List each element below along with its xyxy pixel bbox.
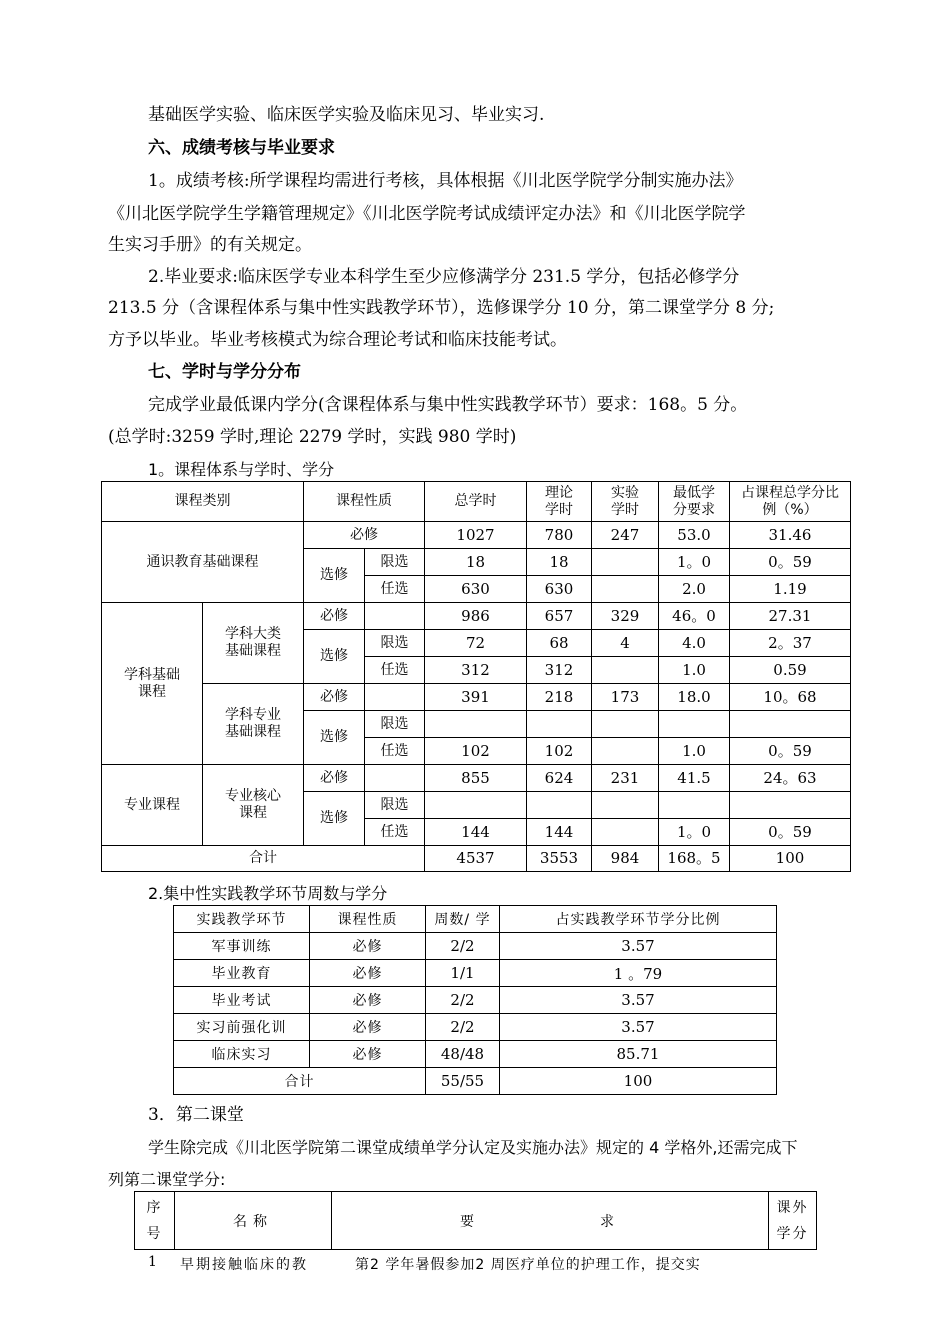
total-credit: 168。5	[659, 846, 730, 872]
cell-credit: 41.5	[659, 765, 730, 792]
nature-optional: 任选	[365, 576, 425, 603]
cell-nature: 必修	[310, 987, 426, 1014]
cell-total: 144	[425, 819, 527, 846]
cell-lab: 4	[592, 630, 659, 657]
table-header-row	[135, 1192, 817, 1250]
table-header-row	[174, 906, 777, 933]
cell-credit: 4.0	[659, 630, 730, 657]
min-credit-line2: (总学时:3259 学时,理论 2279 学时，实践 980 学时)	[108, 427, 517, 447]
total-row	[102, 846, 851, 872]
header-lab-hours: 实验 学时	[592, 482, 659, 522]
cell-ratio: 3.57	[500, 1014, 777, 1041]
header-name: 名称	[175, 1192, 332, 1250]
empty-cell	[365, 603, 425, 630]
nature-elective: 选修	[304, 630, 365, 684]
cell-credit: 53.0	[659, 522, 730, 549]
cell-practice: 军事训练	[174, 933, 310, 960]
subsection-2-title: 2.集中性实践教学环节周数与学分	[148, 884, 388, 903]
row-activity-name: 早期接触临床的教	[180, 1257, 308, 1273]
section-heading-7: 七、学时与学分分布	[148, 362, 301, 382]
cell-ratio: 1.19	[730, 576, 851, 603]
cell-nature: 必修	[310, 1041, 426, 1068]
cell-ratio	[730, 711, 851, 738]
cell-total: 1027	[425, 522, 527, 549]
table-row	[174, 1014, 777, 1041]
cell-ratio: 2。37	[730, 630, 851, 657]
header-total-hours: 总学时	[425, 482, 527, 522]
cell-total: 986	[425, 603, 527, 630]
cell-total	[425, 792, 527, 819]
cell-credit	[659, 711, 730, 738]
nature-limited: 限选	[365, 711, 425, 738]
grade-assessment-line2: 《川北医学院学生学籍管理规定》《川北医学院考试成绩评定办法》和《川北医学院学	[108, 204, 746, 224]
cell-lab	[592, 549, 659, 576]
nature-limited: 限选	[365, 630, 425, 657]
cell-credit: 18.0	[659, 684, 730, 711]
cell-total: 391	[425, 684, 527, 711]
section-heading-6: 六、成绩考核与毕业要求	[148, 138, 335, 158]
nature-limited: 限选	[365, 549, 425, 576]
nature-required: 必修	[304, 522, 425, 549]
nature-elective: 选修	[304, 792, 365, 846]
nature-limited: 限选	[365, 792, 425, 819]
course-hours-table	[101, 481, 851, 872]
second-class-line1: 学生除完成《川北医学院第二课堂成绩单学分认定及实施办法》规定的 4 学格外,还需完成下	[148, 1138, 798, 1157]
cell-credit: 1.0	[659, 738, 730, 765]
subsection-1-title: 1。课程体系与学时、学分	[148, 460, 335, 479]
cell-credit	[659, 792, 730, 819]
header-category: 课程类别	[102, 482, 304, 522]
cell-credit: 1.0	[659, 657, 730, 684]
cell-total: 72	[425, 630, 527, 657]
header-credit: 课外 学分	[769, 1192, 817, 1250]
cell-theory: 68	[527, 630, 592, 657]
total-theory: 3553	[527, 846, 592, 872]
header-nature: 课程性质	[310, 906, 426, 933]
cell-ratio: 3.57	[500, 987, 777, 1014]
header-ratio: 占课程总学分比 例（%）	[730, 482, 851, 522]
second-class-line2: 列第二课堂学分:	[108, 1170, 226, 1189]
table-row	[102, 603, 851, 630]
cell-credit: 2.0	[659, 576, 730, 603]
cell-ratio: 0。59	[730, 819, 851, 846]
cell-ratio: 0。59	[730, 549, 851, 576]
empty-cell	[365, 765, 425, 792]
header-no: 序 号	[135, 1192, 175, 1250]
subsection-3-title: 3．第二课堂	[148, 1105, 244, 1125]
total-label: 合计	[102, 846, 425, 872]
cell-credit: 1。0	[659, 549, 730, 576]
graduation-req-line2: 213.5 分（含课程体系与集中性实践教学环节），选修课学分 10 分，第二课堂学分 8 分;	[108, 298, 775, 318]
cell-theory: 657	[527, 603, 592, 630]
cell-total: 18	[425, 549, 527, 576]
category-general: 通识教育基础课程	[102, 522, 304, 603]
paragraph-lab-practice: 基础医学实验、临床医学实验及临床见习、毕业实习.	[148, 105, 545, 125]
table-row	[174, 933, 777, 960]
cell-credit: 1。0	[659, 819, 730, 846]
table-row	[174, 987, 777, 1014]
second-class-table	[134, 1191, 817, 1250]
cell-ratio: 0。59	[730, 738, 851, 765]
nature-optional: 任选	[365, 657, 425, 684]
total-row	[174, 1068, 777, 1095]
row-number: 1	[148, 1254, 157, 1270]
cell-lab: 231	[592, 765, 659, 792]
header-min-credit: 最低学 分要求	[659, 482, 730, 522]
cell-theory: 630	[527, 576, 592, 603]
cell-ratio	[730, 792, 851, 819]
cell-nature: 必修	[310, 960, 426, 987]
category-professional: 专业课程	[102, 765, 203, 846]
cell-lab: 329	[592, 603, 659, 630]
empty-cell	[365, 684, 425, 711]
total-ratio: 100	[730, 846, 851, 872]
cell-theory: 780	[527, 522, 592, 549]
cell-ratio: 1 。79	[500, 960, 777, 987]
cell-total: 855	[425, 765, 527, 792]
header-practice: 实践教学环节	[174, 906, 310, 933]
cell-theory: 18	[527, 549, 592, 576]
cell-ratio: 10。68	[730, 684, 851, 711]
cell-ratio: 31.46	[730, 522, 851, 549]
cell-total	[425, 711, 527, 738]
cell-theory: 102	[527, 738, 592, 765]
graduation-req-line3: 方予以毕业。毕业考核模式为综合理论考试和临床技能考试。	[108, 330, 567, 350]
cell-weeks: 2/2	[426, 1014, 500, 1041]
total-label: 合计	[174, 1068, 426, 1095]
table-row	[174, 960, 777, 987]
cell-practice: 临床实习	[174, 1041, 310, 1068]
cell-practice: 实习前强化训	[174, 1014, 310, 1041]
cell-lab	[592, 792, 659, 819]
cell-theory: 144	[527, 819, 592, 846]
nature-required: 必修	[304, 684, 365, 711]
grade-assessment-line3: 生实习手册》的有关规定。	[108, 235, 312, 255]
cell-theory: 218	[527, 684, 592, 711]
nature-optional: 任选	[365, 819, 425, 846]
cell-weeks: 48/48	[426, 1041, 500, 1068]
nature-required: 必修	[304, 765, 365, 792]
cell-total: 102	[425, 738, 527, 765]
table-row	[102, 522, 851, 549]
cell-credit: 46。0	[659, 603, 730, 630]
cell-ratio: 27.31	[730, 603, 851, 630]
table-row	[102, 684, 851, 711]
cell-nature: 必修	[310, 1014, 426, 1041]
cell-lab	[592, 576, 659, 603]
subcategory-major-basic: 学科大类 基础课程	[203, 603, 304, 684]
cell-ratio: 85.71	[500, 1041, 777, 1068]
cell-ratio: 24。63	[730, 765, 851, 792]
cell-practice: 毕业教育	[174, 960, 310, 987]
cell-ratio: 0.59	[730, 657, 851, 684]
cell-lab: 173	[592, 684, 659, 711]
total-lab: 984	[592, 846, 659, 872]
cell-lab	[592, 738, 659, 765]
nature-optional: 任选	[365, 738, 425, 765]
total-hours: 4537	[425, 846, 527, 872]
cell-total: 630	[425, 576, 527, 603]
cell-lab	[592, 711, 659, 738]
table-row	[102, 765, 851, 792]
cell-theory	[527, 711, 592, 738]
header-ratio: 占实践教学环节学分比例	[500, 906, 777, 933]
cell-theory: 312	[527, 657, 592, 684]
cell-weeks: 1/1	[426, 960, 500, 987]
cell-lab	[592, 657, 659, 684]
nature-elective: 选修	[304, 711, 365, 765]
total-weeks: 55/55	[426, 1068, 500, 1095]
cell-theory: 624	[527, 765, 592, 792]
nature-elective: 选修	[304, 549, 365, 603]
category-discipline: 学科基础 课程	[102, 603, 203, 765]
cell-weeks: 2/2	[426, 933, 500, 960]
cell-theory	[527, 792, 592, 819]
cell-lab	[592, 819, 659, 846]
header-nature: 课程性质	[304, 482, 425, 522]
cell-weeks: 2/2	[426, 987, 500, 1014]
subcategory-specialty-basic: 学科专业 基础课程	[203, 684, 304, 765]
total-ratio: 100	[500, 1068, 777, 1095]
subcategory-core: 专业核心 课程	[203, 765, 304, 846]
table-header-row	[102, 482, 851, 522]
grade-assessment-line1: 1。成绩考核:所学课程均需进行考核，具体根据《川北医学院学分制实施办法》	[148, 171, 743, 191]
row-requirement: 第2 学年暑假参加2 周医疗单位的护理工作，提交实	[355, 1257, 701, 1273]
cell-nature: 必修	[310, 933, 426, 960]
header-requirement: 要 求	[332, 1192, 769, 1250]
graduation-req-line1: 2.毕业要求:临床医学专业本科学生至少应修满学分 231.5 学分，包括必修学分	[148, 267, 740, 287]
cell-lab: 247	[592, 522, 659, 549]
header-weeks: 周数/ 学	[426, 906, 500, 933]
practice-weeks-table	[173, 905, 777, 1095]
cell-ratio: 3.57	[500, 933, 777, 960]
min-credit-line1: 完成学业最低课内学分(含课程体系与集中性实践教学环节）要求：168。5 分。	[148, 395, 748, 415]
cell-practice: 毕业考试	[174, 987, 310, 1014]
table-row	[174, 1041, 777, 1068]
nature-required: 必修	[304, 603, 365, 630]
header-theory-hours: 理论 学时	[527, 482, 592, 522]
cell-total: 312	[425, 657, 527, 684]
